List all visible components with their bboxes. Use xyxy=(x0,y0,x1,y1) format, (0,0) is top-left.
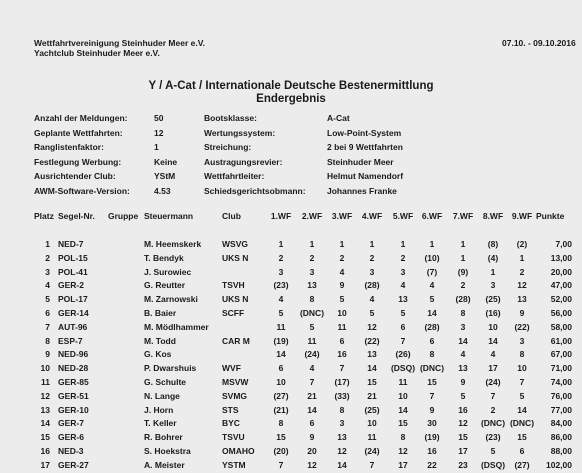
cell-segel: GER-85 xyxy=(58,377,89,387)
cell-wf-5: 15 xyxy=(398,418,408,429)
cell-wf-4: 5 xyxy=(369,308,375,318)
cell-wf-8: (DSQ) xyxy=(480,459,506,470)
cell-wf-7: 16 xyxy=(458,404,468,415)
cell-punkte: 84,00 xyxy=(550,418,572,429)
cell-punkte: 47,00 xyxy=(550,280,572,291)
event-dates: 07.10. - 09.10.2016 xyxy=(502,38,576,48)
cell-segel: GER-6 xyxy=(58,432,84,443)
cell-segel: POL-41 xyxy=(58,266,88,277)
cell-steuermann: M. Mödlhammer xyxy=(144,321,209,332)
cell-wf-9: (22) xyxy=(514,321,530,332)
cell-wf-2: 4 xyxy=(309,363,315,374)
col-wf-7: 7.WF xyxy=(452,211,474,221)
info-label: Ausrichtender Club: xyxy=(34,171,116,181)
cell-wf-1: 3 xyxy=(278,266,284,277)
cell-wf-7: 14 xyxy=(458,335,468,346)
cell-wf-6: (19) xyxy=(424,432,440,443)
info-value: 2 bei 9 Wettfahrten xyxy=(327,142,403,152)
cell-wf-1: 15 xyxy=(276,432,286,443)
cell-wf-9: 13 xyxy=(517,294,527,305)
info-value: Johannes Franke xyxy=(327,185,397,196)
cell-wf-5: 2 xyxy=(400,252,406,263)
table-row xyxy=(0,239,582,252)
table-row xyxy=(0,280,582,293)
cell-punkte: 58,00 xyxy=(550,321,572,332)
cell-punkte: 74,00 xyxy=(550,377,572,387)
cell-punkte: 88,00 xyxy=(550,446,572,456)
cell-wf-5: (DSQ) xyxy=(390,363,416,374)
cell-wf-2: 7 xyxy=(309,377,315,387)
cell-steuermann: P. Dwarshuis xyxy=(144,363,197,374)
cell-wf-9: 9 xyxy=(519,308,525,318)
table-row xyxy=(0,432,582,445)
cell-wf-8: (25) xyxy=(485,294,501,305)
cell-wf-6: (7) xyxy=(426,266,438,277)
cell-club: YSTM xyxy=(222,459,246,470)
cell-club: TSVU xyxy=(222,432,245,443)
page-title: Y / A-Cat / Internationale Deutsche Bestenermittlung xyxy=(148,80,434,92)
cell-wf-4: (24) xyxy=(364,446,380,456)
cell-wf-1: 2 xyxy=(278,252,284,263)
cell-wf-4: (25) xyxy=(364,404,380,415)
col-wf-2: 2.WF xyxy=(301,211,323,221)
cell-segel: GER-7 xyxy=(58,418,84,429)
cell-wf-4: (28) xyxy=(364,280,380,291)
info-value: 1 xyxy=(154,142,159,152)
cell-wf-4: (22) xyxy=(364,335,380,346)
cell-wf-1: 10 xyxy=(276,377,286,387)
cell-wf-7: 8 xyxy=(460,308,466,318)
cell-wf-4: 21 xyxy=(367,390,377,401)
cell-punkte: 52,00 xyxy=(550,294,572,305)
cell-wf-4: 11 xyxy=(367,432,377,443)
col-punkte: Punkte xyxy=(536,211,565,221)
cell-segel: GER-14 xyxy=(58,308,89,318)
cell-wf-3: 12 xyxy=(337,446,347,456)
cell-wf-8: 7 xyxy=(490,390,496,401)
cell-platz: 16 xyxy=(40,446,50,456)
cell-wf-6: 4 xyxy=(429,280,435,291)
cell-wf-6: 30 xyxy=(427,418,437,429)
cell-wf-5: 7 xyxy=(400,335,406,346)
info-value: Keine xyxy=(154,156,178,167)
info-value: 50 xyxy=(154,113,164,123)
cell-wf-4: 3 xyxy=(369,266,375,277)
cell-wf-7: 1 xyxy=(460,239,466,249)
cell-wf-6: 9 xyxy=(429,404,435,415)
cell-segel: GER-51 xyxy=(58,390,89,401)
info-value: 4.53 xyxy=(154,185,171,196)
cell-wf-8: 1 xyxy=(490,266,496,277)
cell-wf-9: 8 xyxy=(519,349,525,360)
cell-wf-3: 7 xyxy=(339,363,345,374)
organizer-name: Wettfahrtvereinigung Steinhuder Meer e.V. xyxy=(34,38,205,48)
cell-wf-1: 14 xyxy=(276,349,286,360)
cell-wf-3: 4 xyxy=(339,266,345,277)
cell-wf-1: (19) xyxy=(273,335,289,346)
cell-wf-6: 22 xyxy=(427,459,437,470)
cell-steuermann: J. Surowiec xyxy=(144,266,192,277)
col-wf-5: 5.WF xyxy=(392,211,414,221)
cell-wf-7: 12 xyxy=(458,418,468,429)
cell-club: SVMG xyxy=(222,390,248,401)
cell-wf-8: (23) xyxy=(485,432,501,443)
cell-wf-3: 5 xyxy=(339,294,345,305)
cell-punkte: 20,00 xyxy=(550,266,572,277)
cell-wf-9: 6 xyxy=(519,446,525,456)
cell-wf-8: 14 xyxy=(488,335,498,346)
cell-wf-6: 15 xyxy=(427,377,437,387)
cell-wf-4: 14 xyxy=(367,363,377,374)
cell-club: TSVH xyxy=(222,280,245,291)
cell-steuermann: T. Bendyk xyxy=(144,252,184,263)
table-row xyxy=(0,349,582,362)
cell-wf-2: 6 xyxy=(309,418,315,429)
cell-platz: 17 xyxy=(40,459,50,470)
cell-wf-5: 13 xyxy=(398,294,408,305)
cell-wf-2: 9 xyxy=(309,432,315,443)
cell-wf-1: 8 xyxy=(278,418,284,429)
cell-wf-7: (9) xyxy=(457,266,469,277)
cell-wf-5: 10 xyxy=(398,390,408,401)
cell-wf-7: 15 xyxy=(458,432,468,443)
cell-wf-7: 23 xyxy=(458,459,468,470)
cell-wf-4: 12 xyxy=(367,321,377,332)
cell-wf-6: 1 xyxy=(429,239,435,249)
cell-wf-6: 7 xyxy=(429,390,435,401)
cell-segel: NED-7 xyxy=(58,239,84,249)
cell-steuermann: G. Reutter xyxy=(144,280,186,291)
cell-wf-1: (23) xyxy=(273,280,289,291)
cell-platz: 15 xyxy=(40,432,50,443)
cell-club: MSVW xyxy=(222,377,249,387)
cell-club: WSVG xyxy=(222,239,248,249)
cell-wf-4: 7 xyxy=(369,459,375,470)
cell-wf-7: 2 xyxy=(460,280,466,291)
info-label: Geplante Wettfahrten: xyxy=(34,127,123,138)
cell-wf-8: 5 xyxy=(490,446,496,456)
info-label: Schiedsgerichtsobmann: xyxy=(204,185,306,196)
cell-wf-9: (DNC) xyxy=(509,418,535,429)
cell-wf-1: 7 xyxy=(278,459,284,470)
cell-wf-4: 15 xyxy=(367,377,377,387)
cell-club: SCFF xyxy=(222,308,245,318)
cell-platz: 13 xyxy=(40,404,50,415)
cell-steuermann: G. Schulte xyxy=(144,377,187,387)
cell-club: CAR M xyxy=(222,335,250,346)
cell-wf-5: 17 xyxy=(398,459,408,470)
table-row xyxy=(0,336,582,349)
cell-wf-9: 15 xyxy=(517,432,527,443)
cell-wf-1: 1 xyxy=(278,239,284,249)
cell-wf-1: 11 xyxy=(276,321,286,332)
cell-wf-2: 3 xyxy=(309,266,315,277)
col-wf-9: 9.WF xyxy=(511,211,533,221)
cell-steuermann: B. Baier xyxy=(144,308,177,318)
cell-wf-1: (27) xyxy=(273,390,289,401)
cell-club: STS xyxy=(222,404,239,415)
cell-segel: NED-96 xyxy=(58,349,89,360)
cell-segel: GER-2 xyxy=(58,280,84,291)
info-label: Bootsklasse: xyxy=(204,113,257,123)
cell-wf-2: 20 xyxy=(307,446,317,456)
cell-platz: 5 xyxy=(45,294,50,305)
cell-wf-3: (17) xyxy=(334,377,350,387)
cell-wf-5: 4 xyxy=(400,280,406,291)
cell-punkte: 76,00 xyxy=(550,390,572,401)
info-label: Austragungsrevier: xyxy=(204,156,283,167)
cell-club: UKS N xyxy=(222,252,249,263)
cell-wf-1: 5 xyxy=(278,308,284,318)
cell-wf-7: 3 xyxy=(460,321,466,332)
cell-platz: 12 xyxy=(40,390,50,401)
cell-steuermann: M. Todd xyxy=(144,335,176,346)
cell-wf-8: 17 xyxy=(488,363,498,374)
cell-steuermann: M. Heemskerk xyxy=(144,239,202,249)
cell-wf-3: 6 xyxy=(339,335,345,346)
cell-wf-4: 2 xyxy=(369,252,375,263)
cell-punkte: 86,00 xyxy=(550,432,572,443)
cell-wf-2: 13 xyxy=(307,280,317,291)
table-row xyxy=(0,267,582,280)
cell-wf-4: 4 xyxy=(369,294,375,305)
cell-wf-9: (27) xyxy=(514,459,530,470)
cell-wf-5: 14 xyxy=(398,404,408,415)
cell-wf-8: 2 xyxy=(490,404,496,415)
cell-platz: 11 xyxy=(41,377,50,387)
cell-steuermann: R. Bohrer xyxy=(144,432,183,443)
col-wf-1: 1.WF xyxy=(270,211,292,221)
info-label: Festlegung Werbung: xyxy=(34,156,122,167)
cell-wf-5: 3 xyxy=(400,266,406,277)
cell-platz: 4 xyxy=(45,280,50,291)
cell-club: OMAHO xyxy=(222,446,255,456)
col-wf-8: 8.WF xyxy=(482,211,504,221)
cell-wf-2: 8 xyxy=(309,294,315,305)
cell-wf-1: (21) xyxy=(273,404,289,415)
cell-club: UKS N xyxy=(222,294,249,305)
table-row xyxy=(0,418,582,431)
cell-wf-2: 21 xyxy=(307,390,317,401)
cell-segel: NED-3 xyxy=(58,446,84,456)
cell-wf-1: 6 xyxy=(278,363,284,374)
cell-wf-6: 16 xyxy=(427,446,437,456)
cell-wf-5: 1 xyxy=(400,239,406,249)
cell-wf-7: 17 xyxy=(458,446,468,456)
cell-punkte: 71,00 xyxy=(550,363,572,374)
cell-wf-9: 2 xyxy=(519,266,525,277)
cell-wf-2: 5 xyxy=(309,321,315,332)
cell-wf-8: (8) xyxy=(487,239,499,249)
cell-wf-3: 13 xyxy=(337,432,347,443)
cell-wf-9: 12 xyxy=(517,280,527,291)
info-value: Low-Point-System xyxy=(327,127,402,138)
col-wf-4: 4.WF xyxy=(361,211,383,221)
cell-wf-6: 8 xyxy=(429,349,435,360)
cell-punkte: 7,00 xyxy=(555,239,572,249)
cell-steuermann: S. Hoekstra xyxy=(144,446,191,456)
table-row xyxy=(0,294,582,307)
cell-wf-2: (DNC) xyxy=(299,308,325,318)
cell-wf-3: 9 xyxy=(339,280,345,291)
cell-wf-3: 11 xyxy=(337,321,347,332)
cell-segel: ESP-7 xyxy=(58,335,83,346)
cell-platz: 7 xyxy=(45,321,50,332)
cell-wf-8: 3 xyxy=(490,280,496,291)
info-label: Wettfahrtleiter: xyxy=(204,171,265,181)
info-label: Streichung: xyxy=(204,142,252,152)
cell-steuermann: M. Zarnowski xyxy=(144,294,198,305)
club-name: Yachtclub Steinhuder Meer e.V. xyxy=(34,48,160,58)
col-platz: Platz xyxy=(34,211,54,221)
cell-segel: POL-17 xyxy=(58,294,88,305)
table-row xyxy=(0,308,582,321)
table-row xyxy=(0,405,582,418)
cell-wf-2: 1 xyxy=(309,239,315,249)
cell-wf-6: 14 xyxy=(427,308,437,318)
cell-wf-6: (10) xyxy=(424,252,440,263)
cell-wf-3: 3 xyxy=(339,418,345,429)
info-label: Wertungssystem: xyxy=(204,127,276,138)
cell-wf-2: 2 xyxy=(309,252,315,263)
col-wf-6: 6.WF xyxy=(421,211,443,221)
cell-steuermann: T. Keller xyxy=(144,418,177,429)
cell-wf-3: 10 xyxy=(337,308,347,318)
table-row xyxy=(0,253,582,266)
cell-wf-7: (28) xyxy=(455,294,471,305)
cell-wf-1: (20) xyxy=(273,446,289,456)
cell-wf-9: (2) xyxy=(516,239,528,249)
cell-steuermann: N. Lange xyxy=(144,390,180,401)
cell-wf-6: (DNC) xyxy=(419,363,445,374)
cell-wf-3: (33) xyxy=(334,390,350,401)
cell-wf-5: 8 xyxy=(400,432,406,443)
cell-punkte: 67,00 xyxy=(550,349,572,360)
cell-platz: 6 xyxy=(45,308,50,318)
info-label: Anzahl der Meldungen: xyxy=(34,113,128,123)
col-club: Club xyxy=(222,211,241,221)
table-row xyxy=(0,363,582,376)
info-label: AWM-Software-Version: xyxy=(34,185,130,196)
cell-wf-5: 12 xyxy=(398,446,408,456)
cell-wf-7: 13 xyxy=(458,363,468,374)
cell-wf-5: 6 xyxy=(400,321,406,332)
cell-club: BYC xyxy=(222,418,240,429)
table-row xyxy=(0,391,582,404)
cell-segel: GER-27 xyxy=(58,459,89,470)
cell-punkte: 77,00 xyxy=(550,404,572,415)
cell-wf-1: 4 xyxy=(278,294,284,305)
cell-wf-6: 6 xyxy=(429,335,435,346)
cell-platz: 2 xyxy=(45,252,50,263)
cell-wf-8: 4 xyxy=(490,349,496,360)
cell-wf-9: 7 xyxy=(519,377,525,387)
cell-club: WVF xyxy=(222,363,241,374)
cell-wf-6: (28) xyxy=(424,321,440,332)
cell-segel: GER-10 xyxy=(58,404,89,415)
cell-wf-9: 3 xyxy=(519,335,525,346)
cell-punkte: 13,00 xyxy=(550,252,572,263)
cell-wf-9: 10 xyxy=(517,363,527,374)
cell-platz: 10 xyxy=(40,363,50,374)
cell-wf-7: 4 xyxy=(460,349,466,360)
table-row xyxy=(0,460,582,473)
cell-punkte: 61,00 xyxy=(550,335,572,346)
cell-wf-3: 2 xyxy=(339,252,345,263)
col-wf-3: 3.WF xyxy=(331,211,353,221)
page-subtitle: Endergebnis xyxy=(256,93,326,105)
cell-wf-9: 5 xyxy=(519,390,525,401)
info-label: Ranglistenfaktor: xyxy=(34,142,104,152)
cell-wf-4: 1 xyxy=(369,239,375,249)
cell-wf-6: 5 xyxy=(429,294,435,305)
cell-wf-7: 5 xyxy=(460,390,466,401)
cell-wf-5: (26) xyxy=(395,349,411,360)
cell-wf-8: (4) xyxy=(487,252,499,263)
cell-wf-9: 14 xyxy=(517,404,527,415)
cell-wf-3: 1 xyxy=(339,239,345,249)
cell-wf-5: 5 xyxy=(400,308,406,318)
cell-steuermann: A. Meister xyxy=(144,459,185,470)
info-value: YStM xyxy=(154,171,176,181)
col-steuermann: Steuermann xyxy=(144,211,194,221)
info-value: A-Cat xyxy=(327,113,350,123)
cell-platz: 1 xyxy=(45,239,50,249)
cell-wf-2: 11 xyxy=(307,335,317,346)
cell-wf-8: 10 xyxy=(488,321,498,332)
col-segel: Segel-Nr. xyxy=(58,211,95,221)
table-header xyxy=(0,211,582,224)
cell-wf-8: (24) xyxy=(485,377,501,387)
cell-wf-3: 8 xyxy=(339,404,345,415)
cell-segel: NED-28 xyxy=(58,363,89,374)
cell-steuermann: J. Horn xyxy=(144,404,174,415)
info-value: Steinhuder Meer xyxy=(327,156,394,167)
cell-segel: POL-15 xyxy=(58,252,88,263)
cell-punkte: 102,00 xyxy=(546,459,572,470)
table-row xyxy=(0,377,582,390)
cell-wf-4: 10 xyxy=(367,418,377,429)
cell-wf-2: 12 xyxy=(307,459,317,470)
cell-segel: AUT-96 xyxy=(58,321,88,332)
cell-platz: 3 xyxy=(45,266,50,277)
cell-wf-2: (24) xyxy=(304,349,320,360)
cell-platz: 8 xyxy=(45,335,50,346)
cell-wf-3: 14 xyxy=(337,459,347,470)
cell-steuermann: G. Kos xyxy=(144,349,172,360)
cell-punkte: 56,00 xyxy=(550,308,572,318)
cell-wf-4: 13 xyxy=(367,349,377,360)
cell-wf-8: (DNC) xyxy=(480,418,506,429)
table-row xyxy=(0,322,582,335)
cell-wf-7: 9 xyxy=(460,377,466,387)
info-value: 12 xyxy=(154,127,164,138)
cell-platz: 9 xyxy=(45,349,50,360)
cell-platz: 14 xyxy=(40,418,50,429)
cell-wf-7: 1 xyxy=(460,252,466,263)
table-row xyxy=(0,446,582,459)
cell-wf-5: 11 xyxy=(398,377,408,387)
cell-wf-8: (16) xyxy=(485,308,501,318)
info-value: Helmut Namendorf xyxy=(327,171,404,181)
cell-wf-9: 1 xyxy=(519,252,525,263)
col-gruppe: Gruppe xyxy=(108,211,139,221)
cell-wf-3: 16 xyxy=(337,349,347,360)
cell-wf-2: 14 xyxy=(307,404,317,415)
